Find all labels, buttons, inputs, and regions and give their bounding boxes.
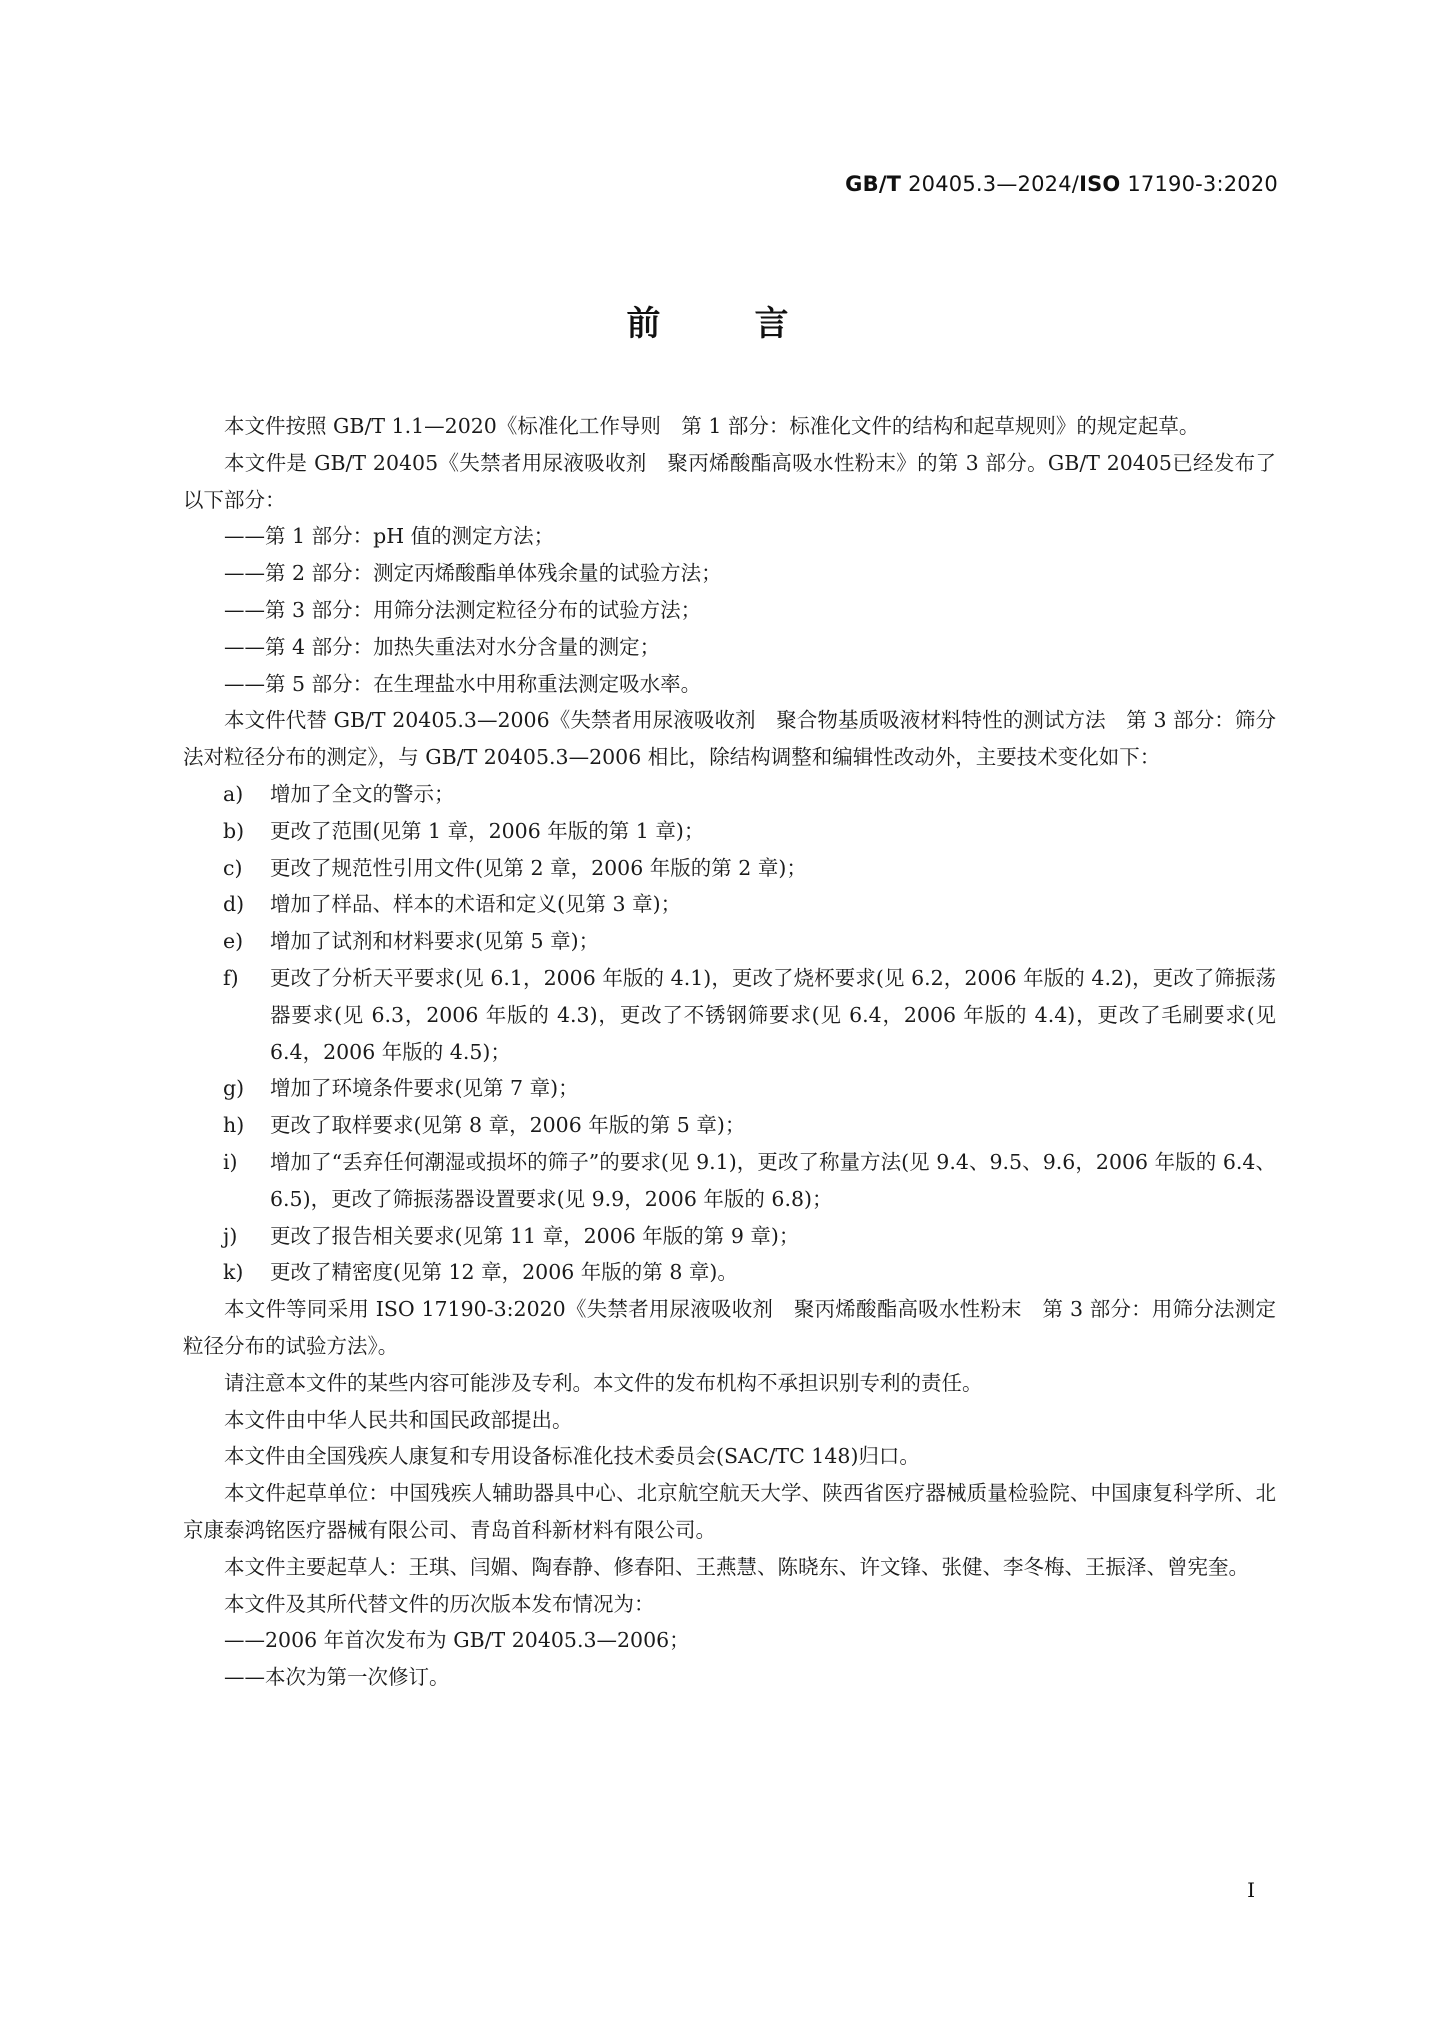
- change-item: [183, 1107, 1276, 1144]
- change-text: 更改了取样要求(见第 8 章，2006 年版的第 5 章)；: [270, 1113, 746, 1138]
- change-text: 更改了规范性引用文件(见第 2 章，2006 年版的第 2 章)；: [270, 855, 807, 880]
- change-label: g): [223, 1076, 245, 1101]
- intro-paragraph: 本文件按照 GB/T 1.1—2020《标准化工作导则 第 1 部分：标准化文件的结构和起草规则》的规定起草。: [224, 414, 1200, 438]
- patent-notice: 请注意本文件的某些内容可能涉及专利。本文件的发布机构不承担识别专利的责任。: [224, 1370, 983, 1395]
- part-list-item: ——第 5 部分：在生理盐水中用称重法测定吸水率。: [224, 671, 702, 696]
- change-item: [183, 960, 1276, 1070]
- change-label: d): [223, 892, 245, 917]
- intro-paragraph: 本文件是 GB/T 20405《失禁者用尿液吸收剂 聚丙烯酸酯高吸水性粉末》的第 3 部分。GB/T 20405已经发布了以下部分：: [183, 450, 1276, 512]
- document-body: [183, 408, 1276, 1696]
- replacement-paragraph: 本文件代替 GB/T 20405.3—2006《失禁者用尿液吸收剂 聚合物基质吸液材料特性的测试方法 第 3 部分：筛分法对粒径分布的测定》，与 GB/T 20405.3—2006 相比，除结构调整和编辑性改动外，主要技术变化如下：: [183, 708, 1276, 770]
- change-text: 增加了环境条件要求(见第 7 章)；: [270, 1076, 579, 1101]
- change-item: [183, 850, 1276, 887]
- change-text: 增加了样品、样本的术语和定义(见第 3 章)；: [270, 892, 682, 917]
- part-list-item: ——第 1 部分：pH 值的测定方法；: [224, 524, 555, 549]
- change-label: a): [223, 781, 244, 806]
- drafting-units-paragraph: 本文件起草单位：中国残疾人辅助器具中心、北京航空航天大学、陕西省医疗器械质量检验院、中国康复科学所、北京康泰鸿铭医疗器械有限公司、青岛首科新材料有限公司。: [183, 1481, 1276, 1542]
- proposer-paragraph: 本文件由中华人民共和国民政部提出。: [224, 1407, 573, 1432]
- change-item: [183, 1070, 1276, 1107]
- change-item: [183, 776, 1276, 813]
- change-text: 增加了全文的警示；: [270, 781, 455, 806]
- change-text: 更改了分析天平要求(见 6.1，2006 年版的 4.1)，更改了烧杯要求(见 6.2，2006 年版的 4.2)，更改了筛振荡器要求(见 6.3，2006 年版的 4.3)，更改了不锈钢筛要求(见 6.4，2006 年版的 4.4)，更改了毛刷要求(见 6.4，2006 年版的 4.5)；: [270, 965, 1276, 1064]
- change-text: 增加了“丢弃任何潮湿或损坏的筛子”的要求(见 9.1)，更改了称量方法(见 9.4、9.5、9.6，2006 年版的 6.4、6.5)，更改了筛振荡器设置要求(见 9.9，2006 年版的 6.8)；: [270, 1149, 1276, 1211]
- change-label: j): [223, 1223, 238, 1248]
- change-text: 更改了范围(见第 1 章，2006 年版的第 1 章)；: [270, 818, 705, 843]
- change-item: [183, 813, 1276, 850]
- change-label: f): [223, 965, 239, 990]
- change-label: b): [223, 818, 245, 843]
- change-text: 更改了报告相关要求(见第 11 章，2006 年版的第 9 章)；: [270, 1223, 800, 1248]
- change-item: [183, 1144, 1276, 1218]
- part-list-item: ——第 3 部分：用筛分法测定粒径分布的试验方法；: [224, 597, 702, 622]
- drafters-paragraph: 本文件主要起草人：王琪、闫媚、陶春静、修春阳、王燕慧、陈晓东、许文锋、张健、李冬梅、王振泽、曾宪奎。: [224, 1554, 1249, 1579]
- change-text: 增加了试剂和材料要求(见第 5 章)；: [270, 929, 600, 954]
- change-label: i): [223, 1149, 238, 1174]
- change-item: [183, 923, 1276, 960]
- adoption-paragraph: 本文件等同采用 ISO 17190-3:2020《失禁者用尿液吸收剂 聚丙烯酸酯高吸水性粉末 第 3 部分：用筛分法测定粒径分布的试验方法》。: [183, 1297, 1276, 1358]
- change-item: [183, 886, 1276, 923]
- part-list-item: ——第 2 部分：测定丙烯酸酯单体残余量的试验方法；: [224, 561, 722, 586]
- history-intro-paragraph: 本文件及其所代替文件的历次版本发布情况为：: [224, 1591, 655, 1616]
- change-text: 更改了精密度(见第 12 章，2006 年版的第 8 章)。: [270, 1260, 738, 1285]
- committee-paragraph: 本文件由全国残疾人康复和专用设备标准化技术委员会(SAC/TC 148)归口。: [224, 1444, 920, 1469]
- history-item: ——本次为第一次修订。: [224, 1665, 450, 1690]
- change-label: c): [223, 855, 243, 880]
- part-list-item: ——第 4 部分：加热失重法对水分含量的测定；: [224, 634, 661, 659]
- change-item: [183, 1218, 1276, 1255]
- page-title: 前 言: [626, 304, 819, 344]
- change-item: [183, 1254, 1276, 1291]
- document-code: GB/T 20405.3—2024/ISO 17190-3:2020: [845, 172, 1278, 196]
- change-label: k): [223, 1260, 244, 1285]
- page-number: I: [1247, 1878, 1255, 1902]
- change-label: h): [223, 1113, 245, 1138]
- history-item: ——2006 年首次发布为 GB/T 20405.3—2006；: [224, 1628, 690, 1653]
- change-label: e): [223, 929, 244, 954]
